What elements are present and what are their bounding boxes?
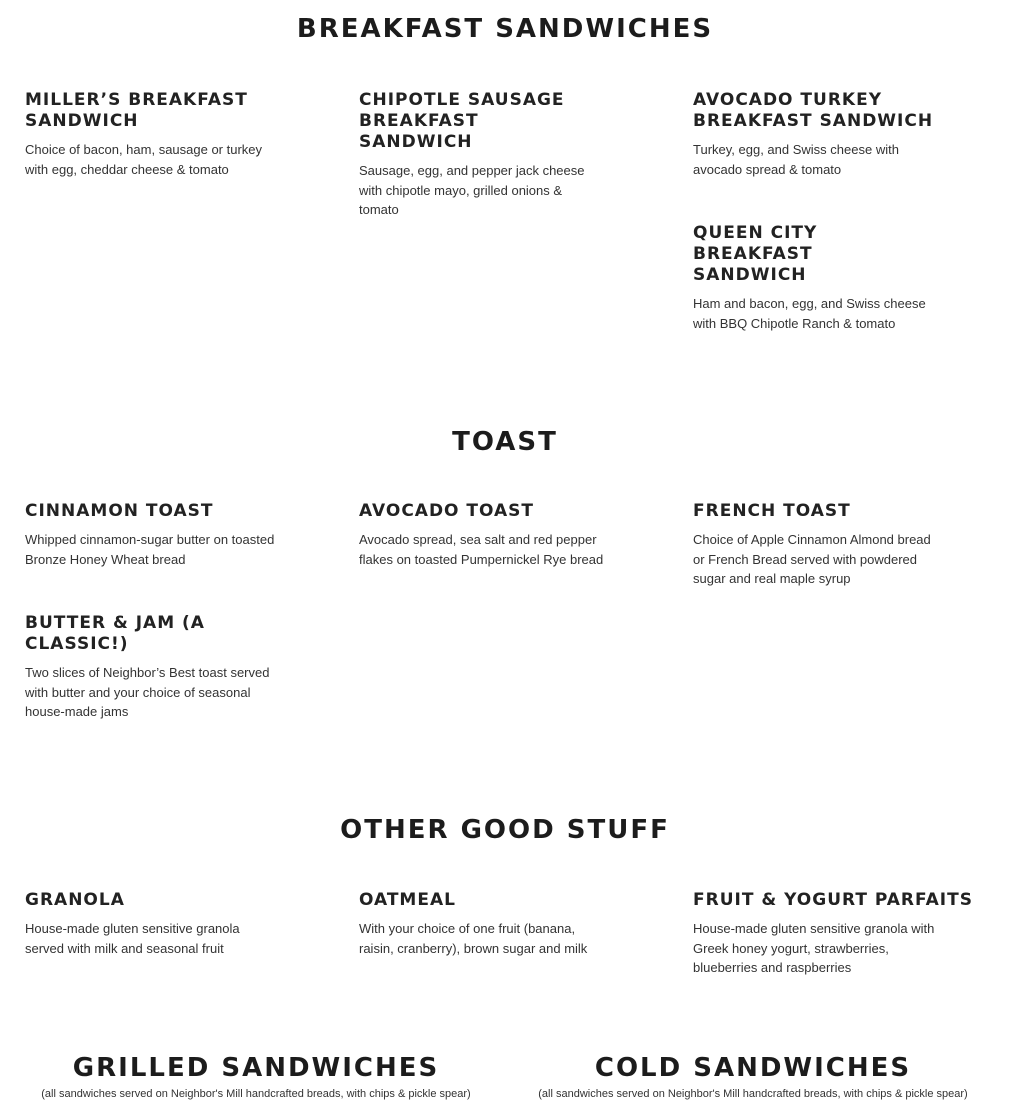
menu-item-description: Choice of Apple Cinnamon Almond bread or French Bread served with powdered sugar and real maple syrup bbox=[693, 532, 931, 586]
menu-item-name: AVOCADO TURKEY BREAKFAST SANDWICH bbox=[693, 90, 934, 131]
menu-item-description: Whipped cinnamon-sugar butter on toasted Bronze Honey Wheat bread bbox=[25, 532, 275, 567]
menu-item-description: House-made gluten sensitive granola with Greek honey yogurt, strawberries, blueberries and raspberries bbox=[693, 921, 935, 975]
menu-item-name: FRENCH TOAST bbox=[693, 501, 851, 521]
menu-item-name: OATMEAL bbox=[359, 890, 456, 910]
menu-item-description: Two slices of Neighbor’s Best toast served with butter and your choice of seasonal house-made jams bbox=[25, 665, 270, 719]
menu-item-description: Avocado spread, sea salt and red pepper flakes on toasted Pumpernickel Rye bread bbox=[359, 532, 604, 567]
section-title-cold-sandwiches: COLD SANDWICHES bbox=[594, 1053, 912, 1083]
menu-item-oatmeal bbox=[359, 890, 609, 958]
menu-item-french-toast bbox=[693, 501, 993, 589]
menu-item-queen-city-breakfast-sandwich bbox=[693, 223, 993, 333]
menu-item-avocado-turkey-breakfast-sandwich bbox=[693, 90, 993, 179]
section-title-other-good-stuff: OTHER GOOD STUFF bbox=[340, 815, 670, 845]
menu-item-description: House-made gluten sensitive granola served with milk and seasonal fruit bbox=[25, 921, 240, 956]
section-title-grilled-sandwiches: GRILLED SANDWICHES bbox=[72, 1053, 440, 1083]
menu-item-avocado-toast bbox=[359, 501, 609, 569]
menu-item-description: Turkey, egg, and Swiss cheese with avocado spread & tomato bbox=[693, 142, 899, 177]
menu-item-description: With your choice of one fruit (banana, raisin, cranberry), brown sugar and milk bbox=[359, 921, 588, 956]
menu-item-name: FRUIT & YOGURT PARFAITS bbox=[693, 890, 973, 910]
menu-item-cinnamon-toast bbox=[25, 501, 295, 569]
menu-item-granola bbox=[25, 890, 295, 958]
menu-item-millers-breakfast-sandwich bbox=[25, 90, 295, 179]
menu-item-name: MILLER’S BREAKFAST SANDWICH bbox=[25, 90, 248, 131]
menu-item-name: CINNAMON TOAST bbox=[25, 501, 214, 521]
menu-item-name: CHIPOTLE SAUSAGE BREAKFAST SANDWICH bbox=[359, 90, 565, 152]
menu-item-description: Choice of bacon, ham, sausage or turkey with egg, cheddar cheese & tomato bbox=[25, 142, 263, 177]
section-note-cold-sandwiches: (all sandwiches served on Neighbor's Mill handcrafted breads, with chips & pickle spear) bbox=[538, 1088, 968, 1100]
section-title-breakfast-sandwiches: BREAKFAST SANDWICHES bbox=[296, 14, 714, 44]
menu-item-description: Sausage, egg, and pepper jack cheese with chipotle mayo, grilled onions & tomato bbox=[359, 163, 585, 217]
menu-item-name: GRANOLA bbox=[25, 890, 125, 910]
menu-item-name: QUEEN CITY BREAKFAST SANDWICH bbox=[693, 223, 818, 285]
menu-item-name: BUTTER & JAM (A CLASSIC!) bbox=[25, 613, 205, 654]
menu-item-chipotle-sausage-breakfast-sandwich bbox=[359, 90, 609, 220]
section-title-toast: TOAST bbox=[452, 427, 558, 457]
menu-item-fruit-and-yogurt-parfaits bbox=[693, 890, 993, 978]
menu-item-butter-and-jam bbox=[25, 613, 295, 722]
section-note-grilled-sandwiches: (all sandwiches served on Neighbor's Mill handcrafted breads, with chips & pickle spear) bbox=[41, 1088, 471, 1100]
menu-item-name: AVOCADO TOAST bbox=[359, 501, 535, 521]
menu-item-description: Ham and bacon, egg, and Swiss cheese with BBQ Chipotle Ranch & tomato bbox=[693, 296, 926, 331]
